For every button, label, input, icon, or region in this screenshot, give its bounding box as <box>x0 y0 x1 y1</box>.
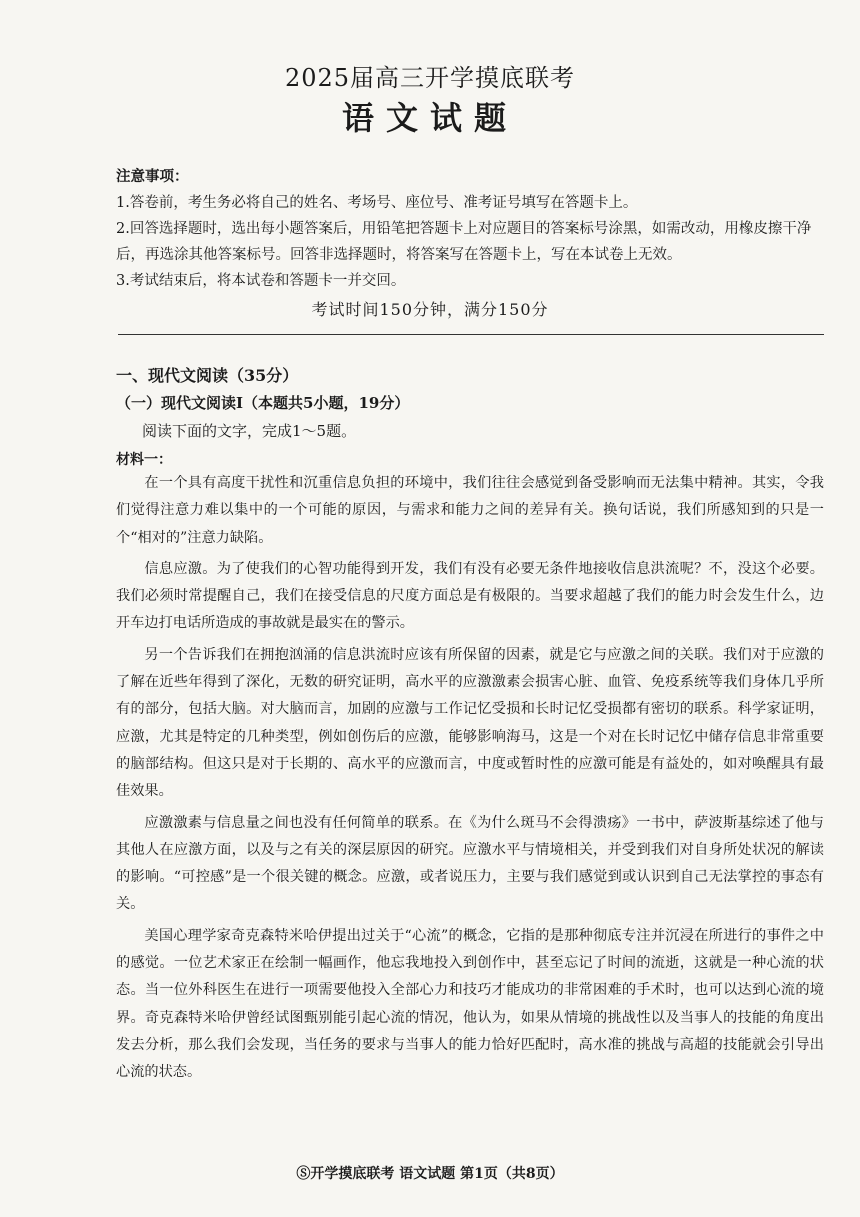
exam-time-score: 考试时间150分钟，满分150分 <box>311 300 549 319</box>
paragraph: 信息应激。为了使我们的心智功能得到开发，我们有没有必要无条件地接收信息洪流呢？不，没这个必要。我们必须时常提醒自己，我们在接受信息的尺度方面总是有极限的。当要求超越了我们的能力时会发生什么，边开车边打电话所造成的事故就是最实在的警示。 <box>116 560 824 632</box>
divider <box>118 334 824 335</box>
notice-item: 1.答卷前，考生务必将自己的姓名、考场号、座位号、准考证号填写在答题卡上。 <box>116 195 638 211</box>
subsection-title: （一）现代文阅读Ⅰ（本题共5小题，19分） <box>116 394 410 412</box>
reading-instruction: 阅读下面的文字，完成1～5题。 <box>142 422 357 440</box>
exam-name: 2025届高三开学摸底联考 <box>284 64 576 92</box>
paragraph: 另一个告诉我们在拥抱汹涌的信息洪流时应该有所保留的因素，就是它与应激之间的关联。我们对于应激的了解在近些年得到了深化，无数的研究证明，高水平的应激激素会损害心脏、血管、免疫系统等我们身体几乎所有的部分，包括大脑。对大脑而言，加剧的应激与工作记忆受损和长时记忆受损都有密切的联系。科学家证明，应激，尤其是特定的几种类型，例如创伤后的应激，能够影响海马，这是一个对在长时记忆中储存信息非常重要的脑部结构。但这只是对于长期的、高水平的应激而言，中度或暂时性的应激可能是有益处的，如对唤醒具有最佳效果。 <box>116 646 824 800</box>
paragraph: 美国心理学家奇克森特米哈伊提出过关于“心流”的概念，它指的是那种彻底专注并沉浸在所进行的事件之中的感觉。一位艺术家正在绘制一幅画作，他忘我地投入到创作中，甚至忘记了时间的流逝，这就是一种心流的状态。当一位外科医生在进行一项需要他投入全部心力和技巧才能成功的非常困难的手术时，也可以达到心流的境界。奇克森特米哈伊曾经试图甄别能引起心流的情况，他认为，如果从情境的挑战性以及当事人的技能的角度出发去分析，那么我们会发现，当任务的要求与当事人的能力恰好匹配时，高水准的挑战与高超的技能就会引导出心流的状态。 <box>116 927 824 1081</box>
paragraph: 在一个具有高度干扰性和沉重信息负担的环境中，我们往往会感觉到备受影响而无法集中精神。其实，令我们觉得注意力难以集中的一个可能的原因，与需求和能力之间的差异有关。换句话说，我们所感知到的只是一个“相对的”注意力缺陷。 <box>116 475 824 546</box>
notice-block <box>116 164 830 294</box>
material-label: 材料一： <box>116 452 172 468</box>
subject-title: 语文试题 <box>341 99 518 137</box>
notice-item: 2.回答选择题时，选出每小题答案后，用铅笔把答题卡上对应题目的答案标号涂黑，如需改动，用橡皮擦干净后，再选涂其他答案标号。回答非选择题时，将答案写在答题卡上，写在本试卷上无效。 <box>116 221 812 263</box>
page-footer: Ⓢ开学摸底联考 语文试题 第1页（共8页） <box>296 1166 564 1182</box>
section-title: 一、现代文阅读（35分） <box>116 366 299 385</box>
material-body <box>116 470 824 1091</box>
notice-item: 3.考试结束后，将本试卷和答题卡一并交回。 <box>116 273 406 289</box>
paragraph: 应激激素与信息量之间也没有任何简单的联系。在《为什么斑马不会得溃疡》一书中，萨波斯基综述了他与其他人在应激方面，以及与之有关的深层原因的研究。应激水平与情境相关，并受到我们对自身所处状况的解读的影响。“可控感”是一个很关键的概念。应激，或者说压力，主要与我们感觉到或认识到自己无法掌控的事态有关。 <box>116 814 824 913</box>
notice-title: 注意事项： <box>116 168 189 185</box>
